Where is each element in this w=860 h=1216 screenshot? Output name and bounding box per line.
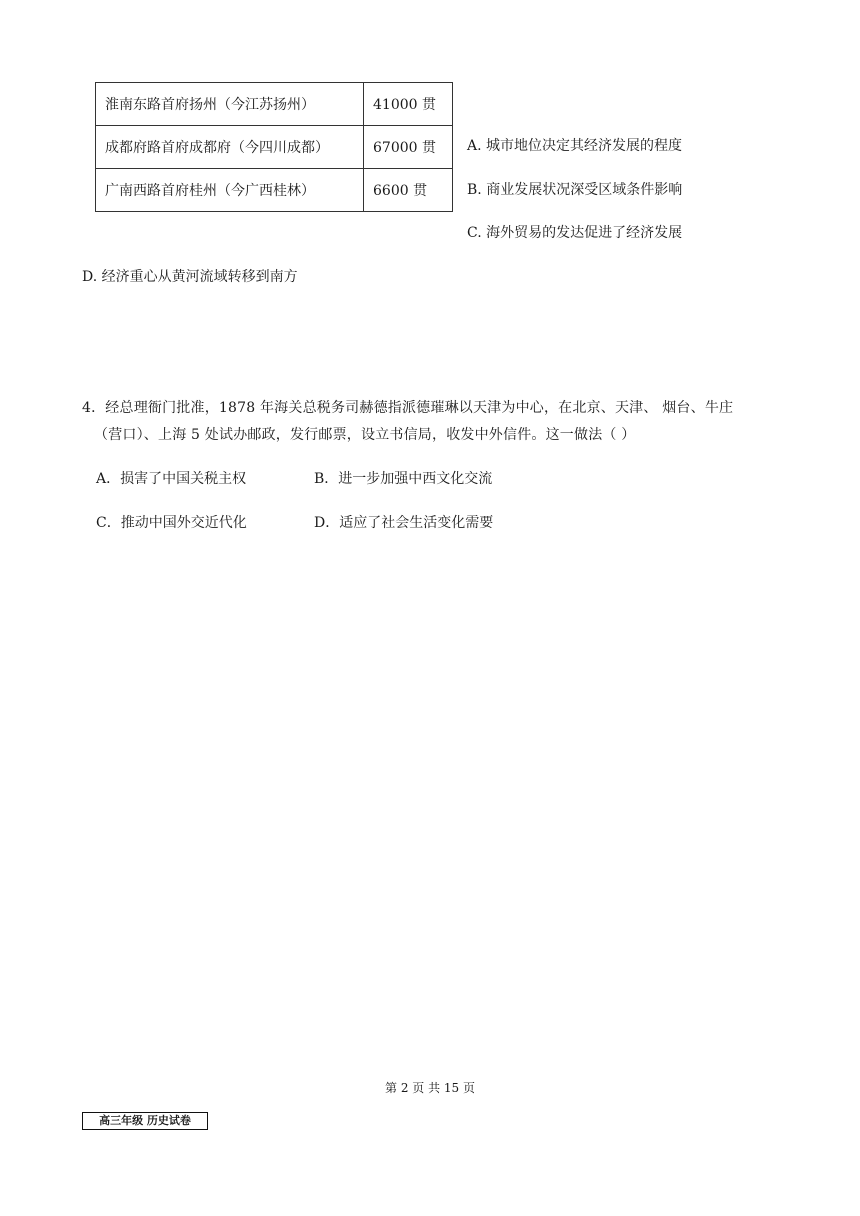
exam-label: 高三年级 历史试卷: [82, 1112, 208, 1130]
table-row: [96, 83, 453, 126]
q3-option-c: C. 海外贸易的发达促进了经济发展: [467, 225, 683, 241]
table-cell-amount: 41000 贯: [364, 83, 453, 126]
table-cell-amount: 6600 贯: [364, 169, 453, 212]
table-cell-place: 淮南东路首府扬州（今江苏扬州）: [96, 83, 364, 126]
q4-stem-line2: （营口）、上海 5 处试办邮政，发行邮票，设立书信局，收发中外信件。这一做法（ ）: [94, 427, 636, 443]
q3-option-a: A. 城市地位决定其经济发展的程度: [467, 138, 683, 154]
q4-stem-line1: 4．经总理衙门批准，1878 年海关总税务司赫德指派德璀琳以天津为中心，在北京、天津、 烟台、牛庄: [82, 400, 734, 416]
table-cell-place: 广南西路首府桂州（今广西桂林）: [96, 169, 364, 212]
q4-option-a: A．损害了中国关税主权: [96, 471, 247, 487]
table-row: [96, 169, 453, 212]
q3-option-b: B. 商业发展状况深受区域条件影响: [467, 182, 683, 198]
table-cell-place: 成都府路首府成都府（今四川成都）: [96, 126, 364, 169]
q3-option-d: D. 经济重心从黄河流域转移到南方: [82, 269, 298, 285]
tax-table: [95, 82, 453, 212]
q4-option-d: D．适应了社会生活变化需要: [314, 515, 494, 531]
table-cell-amount: 67000 贯: [364, 126, 453, 169]
table-row: [96, 126, 453, 169]
page-number: 第 2 页 共 15 页: [385, 1081, 475, 1095]
q4-option-b: B．进一步加强中西文化交流: [314, 471, 493, 487]
q4-option-c: C．推动中国外交近代化: [96, 515, 247, 531]
